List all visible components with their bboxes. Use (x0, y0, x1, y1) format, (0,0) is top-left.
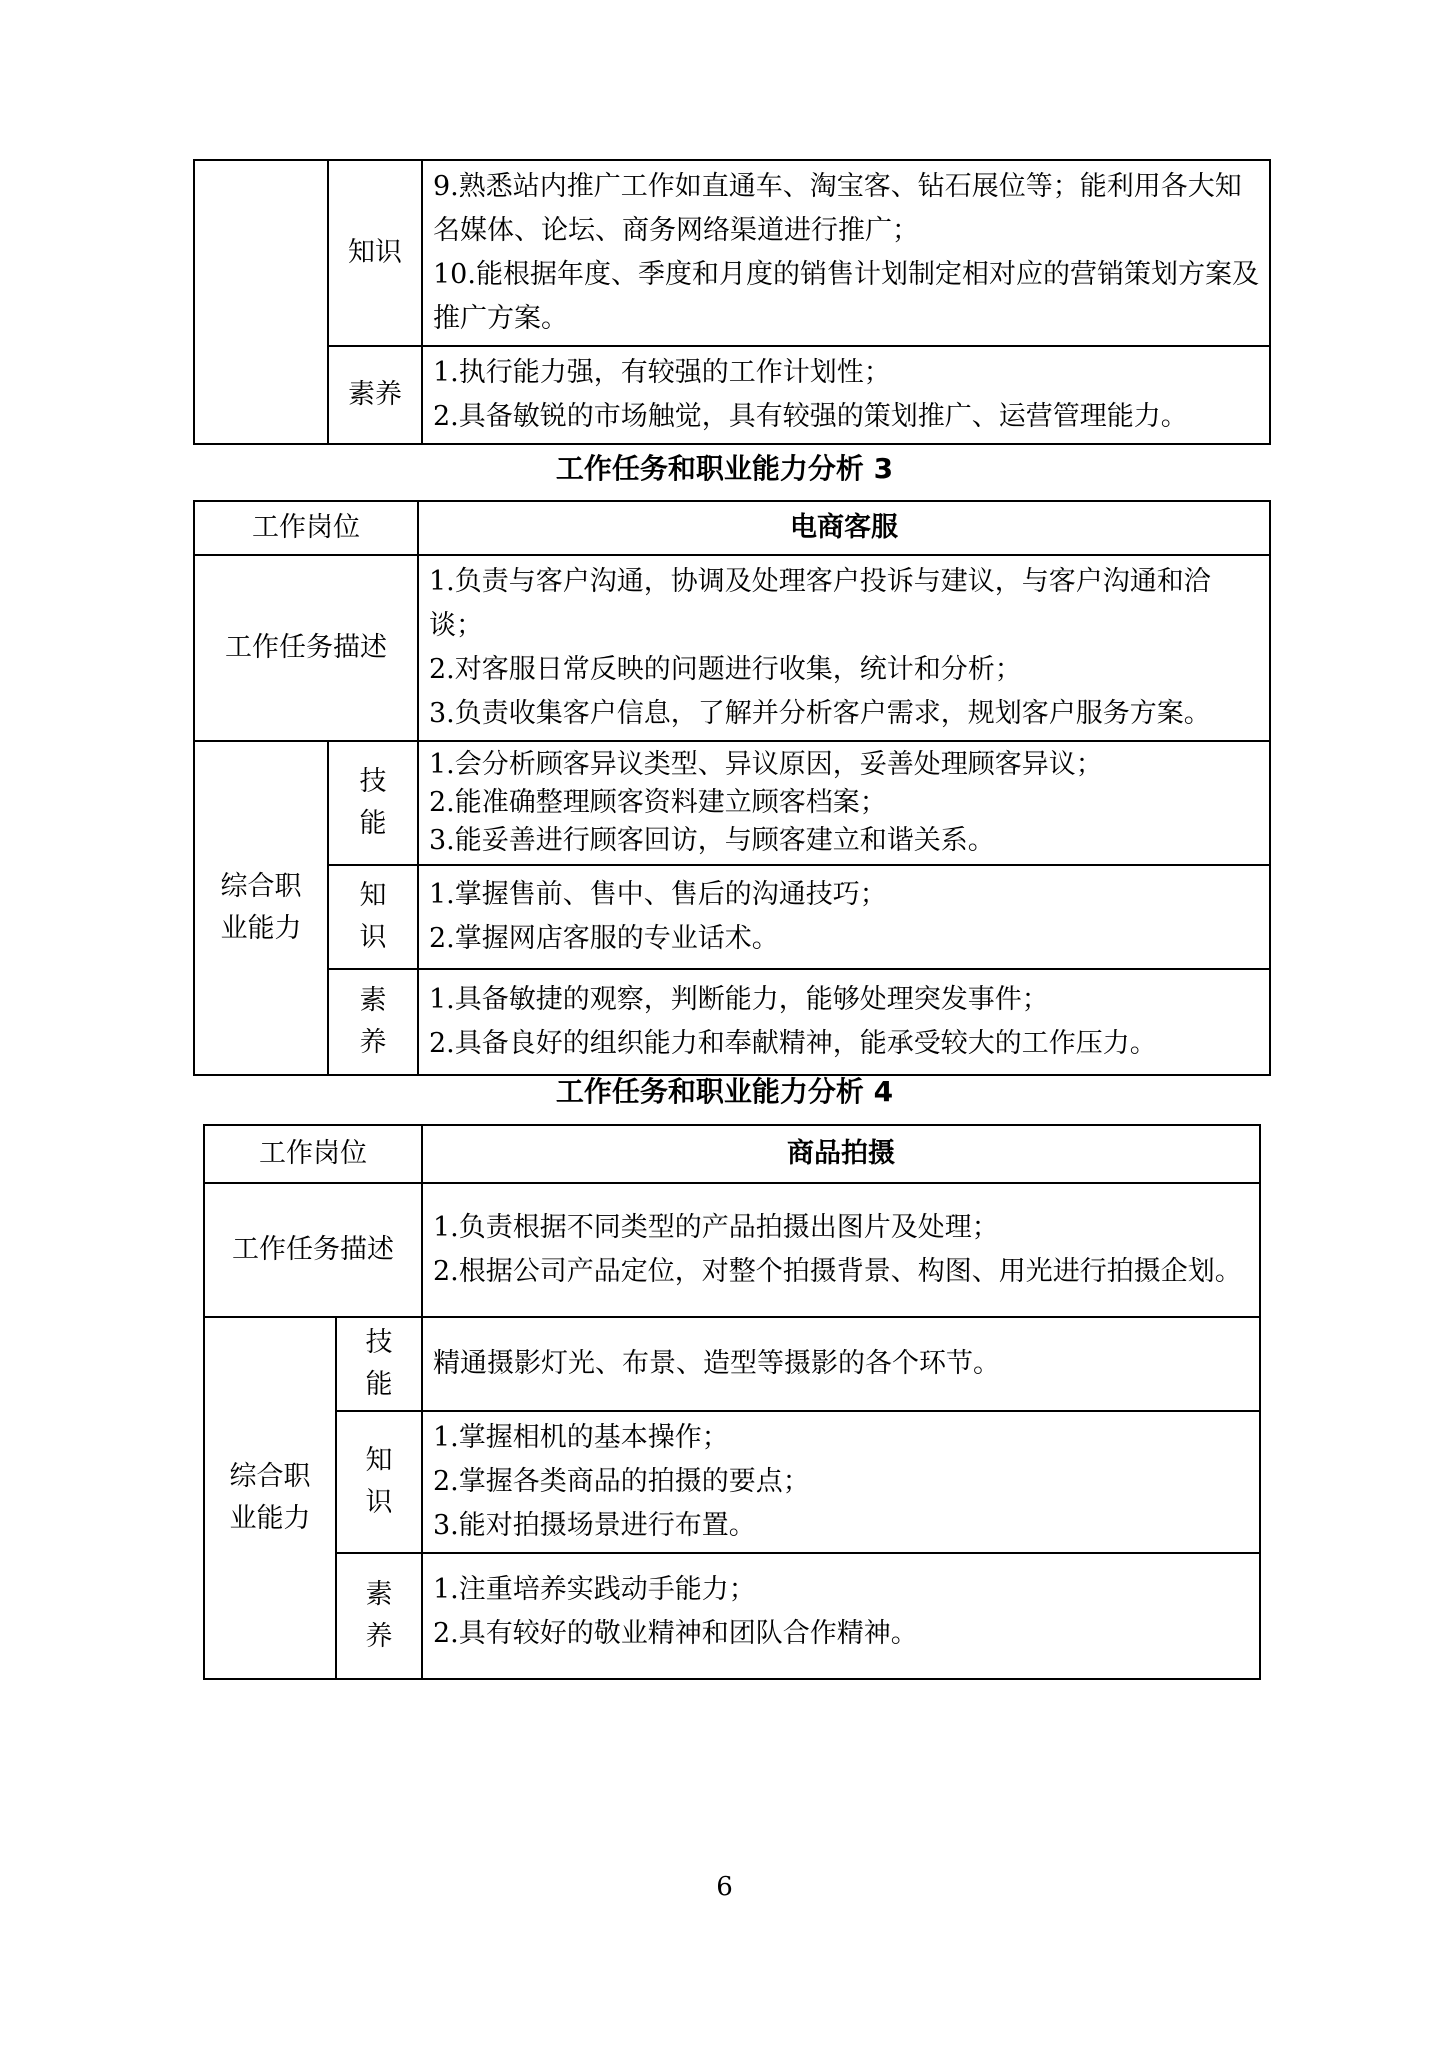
skill-label-char: 技 (359, 766, 387, 797)
table-row (194, 346, 1270, 444)
knowledge-label: 知识 (328, 160, 422, 346)
table4 (203, 1124, 1261, 1680)
quality-label: 素养 (328, 346, 422, 444)
list-item: 1.掌握售前、售中、售后的沟通技巧； (429, 879, 887, 910)
continued-ability-table (193, 159, 1271, 445)
list-item: 1.会分析顾客异议类型、异议原因，妥善处理顾客异议； (429, 749, 1103, 780)
list-item: 1.掌握相机的基本操作； (433, 1422, 729, 1453)
knowledge-label (328, 865, 418, 969)
post-label: 工作岗位 (194, 501, 418, 555)
post-value: 电商客服 (418, 501, 1270, 555)
list-item: 2.能准确整理顾客资料建立顾客档案； (429, 787, 887, 818)
list-item: 1.注重培养实践动手能力； (433, 1574, 756, 1605)
table-row (194, 501, 1270, 555)
list-item: 2.根据公司产品定位，对整个拍摄背景、构图、用光进行拍摄企划。 (433, 1256, 1242, 1287)
task-label: 工作任务描述 (204, 1183, 422, 1317)
ability-label (204, 1317, 336, 1679)
skill-content (422, 1317, 1260, 1411)
knowledge-content (418, 865, 1270, 969)
list-item: 1.负责根据不同类型的产品拍摄出图片及处理； (433, 1212, 999, 1243)
quality-label-char: 素 (365, 1579, 393, 1610)
table-row (204, 1553, 1260, 1679)
table3 (193, 500, 1271, 1076)
quality-content (418, 969, 1270, 1075)
list-item: 2.掌握各类商品的拍摄的要点； (433, 1466, 810, 1497)
list-item: 2.对客服日常反映的问题进行收集，统计和分析； (429, 654, 1022, 685)
quality-label-char: 养 (359, 1027, 387, 1058)
table-row (194, 555, 1270, 741)
list-item: 2.掌握网店客服的专业话术。 (429, 923, 779, 954)
skill-label (328, 741, 418, 865)
task-content (418, 555, 1270, 741)
table-row (204, 1183, 1260, 1317)
quality-label-char: 素 (359, 985, 387, 1016)
table-row (194, 160, 1270, 346)
list-item: 1.具备敏捷的观察，判断能力，能够处理突发事件； (429, 984, 1049, 1015)
knowledge-label-char: 知 (365, 1445, 393, 1476)
table-row (194, 865, 1270, 969)
ability-label-line: 综合职 (229, 1461, 311, 1492)
ability-label-line: 业能力 (229, 1503, 311, 1534)
skill-label-char: 能 (359, 808, 387, 839)
table3-title: 工作任务和职业能力分析 3 (555, 452, 894, 485)
ability-label-line: 综合职 (220, 871, 302, 902)
list-item: 精通摄影灯光、布景、造型等摄影的各个环节。 (433, 1348, 1000, 1379)
quality-content (422, 1553, 1260, 1679)
knowledge-content (422, 160, 1270, 346)
quality-label-char: 养 (365, 1621, 393, 1652)
list-item: 2.具备良好的组织能力和奉献精神，能承受较大的工作压力。 (429, 1028, 1157, 1059)
list-item: 2.具有较好的敬业精神和团队合作精神。 (433, 1618, 918, 1649)
table-row (194, 969, 1270, 1075)
table4-title: 工作任务和职业能力分析 4 (555, 1075, 894, 1108)
quality-label (336, 1553, 422, 1679)
skill-content (418, 741, 1270, 865)
table-row (194, 741, 1270, 865)
task-label: 工作任务描述 (194, 555, 418, 741)
quality-content (422, 346, 1270, 444)
skill-label (336, 1317, 422, 1411)
list-item: 10.能根据年度、季度和月度的销售计划制定相对应的营销策划方案及推广方案。 (433, 259, 1259, 334)
skill-label-char: 技 (365, 1327, 393, 1358)
empty-ability-cell (194, 160, 328, 444)
page-number: 6 (716, 1872, 733, 1902)
table-row (204, 1411, 1260, 1553)
post-value: 商品拍摄 (422, 1125, 1260, 1183)
list-item: 3.能对拍摄场景进行布置。 (433, 1510, 756, 1541)
knowledge-label-char: 知 (359, 880, 387, 911)
list-item: 3.负责收集客户信息，了解并分析客户需求，规划客户服务方案。 (429, 698, 1211, 729)
table-row (204, 1317, 1260, 1411)
knowledge-label-char: 识 (359, 922, 387, 953)
quality-label (328, 969, 418, 1075)
list-item: 3.能妥善进行顾客回访，与顾客建立和谐关系。 (429, 825, 995, 856)
skill-label-char: 能 (365, 1369, 393, 1400)
ability-label (194, 741, 328, 1075)
list-item: 2.具备敏锐的市场触觉，具有较强的策划推广、运营管理能力。 (433, 401, 1188, 432)
knowledge-label-char: 识 (365, 1487, 393, 1518)
list-item: 1.负责与客户沟通，协调及处理客户投诉与建议，与客户沟通和洽谈； (429, 566, 1211, 641)
task-content (422, 1183, 1260, 1317)
list-item: 1.执行能力强，有较强的工作计划性； (433, 357, 891, 388)
knowledge-content (422, 1411, 1260, 1553)
ability-label-line: 业能力 (220, 913, 302, 944)
table-row (204, 1125, 1260, 1183)
list-item: 9.熟悉站内推广工作如直通车、淘宝客、钻石展位等；能利用各大知名媒体、论坛、商务网络渠道进行推广； (433, 171, 1242, 246)
knowledge-label (336, 1411, 422, 1553)
post-label: 工作岗位 (204, 1125, 422, 1183)
